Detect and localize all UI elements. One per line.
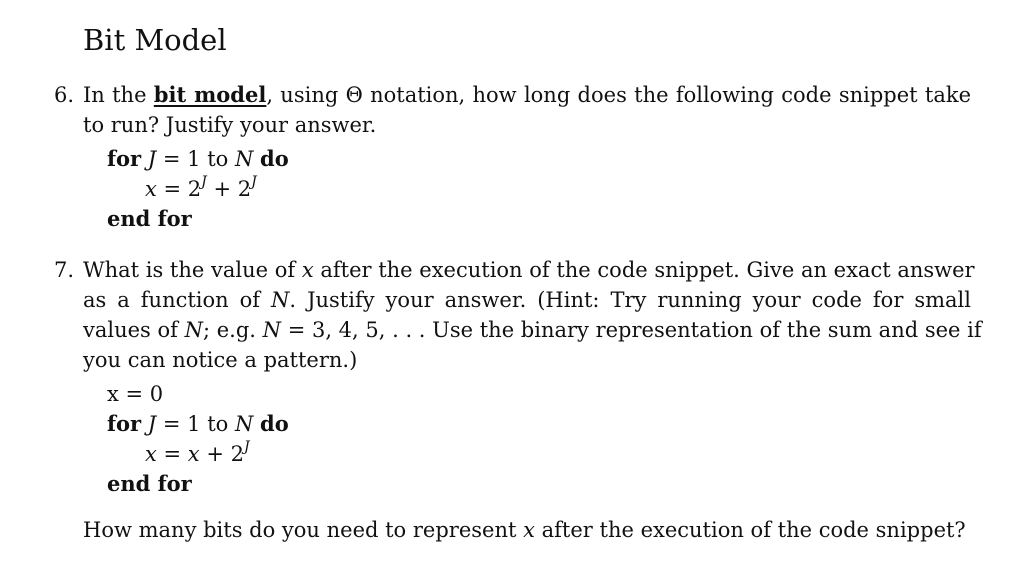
q7-text: after the execution of the code snippet. Give an exact answer xyxy=(313,258,975,282)
keyword-do: do xyxy=(260,146,289,171)
question-7-line-2 xyxy=(83,285,971,315)
math-text: = 1 to xyxy=(156,412,235,436)
q7-text: How many bits do you need to represent xyxy=(83,518,524,542)
keyword-do: do xyxy=(260,411,289,436)
math-var: x xyxy=(523,518,535,542)
math-exponent: J xyxy=(201,174,207,190)
q6-code-for-line xyxy=(107,144,289,174)
q6-text: In the xyxy=(83,83,154,107)
question-6-number: 6. xyxy=(54,83,75,107)
math-text: = 2 xyxy=(156,177,202,201)
question-7-line-3 xyxy=(83,315,982,345)
math-var: x xyxy=(145,177,157,201)
question-7-number: 7. xyxy=(54,258,75,282)
question-6-line-2: to run? Justify your answer. xyxy=(83,113,377,137)
q6-term-bit-model: bit model xyxy=(153,82,267,107)
q6-code-end-for: end for xyxy=(107,206,192,231)
math-var: J xyxy=(147,412,157,436)
q7-text: . Justify your answer. (Hint: Try running your code for small xyxy=(289,288,971,312)
math-var: x xyxy=(301,258,314,282)
math-var: x xyxy=(187,442,200,466)
q7-code-init-line: x = 0 xyxy=(107,382,164,406)
math-exponent: J xyxy=(251,174,257,190)
q7-text: ; e.g. xyxy=(202,318,263,342)
math-exponent: J xyxy=(243,439,250,455)
q7-code-for-line xyxy=(107,409,289,439)
math-var: N xyxy=(271,288,290,312)
math-var: N xyxy=(234,147,254,171)
question-7-line-4: you can notice a pattern.) xyxy=(83,348,358,372)
math-text: + 2 xyxy=(199,442,244,466)
q7-code-body-line xyxy=(145,439,250,469)
question-7-line-1 xyxy=(83,255,975,285)
q7-text: values of xyxy=(83,318,185,342)
keyword-for: for xyxy=(107,411,142,436)
question-6-line-1 xyxy=(83,80,971,110)
math-text: = xyxy=(156,442,188,466)
math-var: J xyxy=(147,147,157,171)
q7-code-end-for: end for xyxy=(107,471,192,496)
q6-text: , using Θ notation, how long does the following code snippet take xyxy=(266,83,971,107)
math-var: x xyxy=(145,442,157,466)
section-title: Bit Model xyxy=(83,23,227,57)
keyword-for: for xyxy=(107,146,142,171)
math-text: + 2 xyxy=(206,177,252,201)
math-var: N xyxy=(262,318,282,342)
math-text: = 1 to xyxy=(156,147,235,171)
q7-text: = 3, 4, 5, . . . Use the binary representation of the sum and see if xyxy=(281,318,982,342)
question-7-final-question xyxy=(83,515,966,545)
q7-text: after the execution of the code snippet? xyxy=(534,518,966,542)
q6-code-body-line xyxy=(145,174,257,204)
q7-text: as a function of xyxy=(83,288,272,312)
q7-text: What is the value of xyxy=(83,258,302,282)
math-var: N xyxy=(234,412,254,436)
math-var: N xyxy=(184,318,203,342)
